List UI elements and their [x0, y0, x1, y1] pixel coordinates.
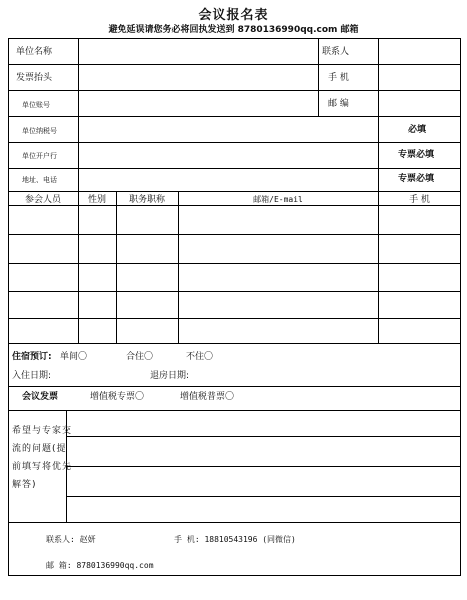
- label-postcode: 邮 编: [328, 99, 349, 109]
- label-contact: 联系人: [322, 47, 350, 57]
- form-subtitle: 避免延误请您务必将回执发送到 8780136990qq.com 邮箱: [108, 25, 359, 35]
- special-required-badge-1: 专票必填: [398, 150, 435, 160]
- label-invoice-title: 发票抬头: [16, 73, 53, 83]
- label-phone: 手 机: [328, 73, 349, 83]
- invoice-normal-option[interactable]: 增值税普票〇: [180, 392, 235, 402]
- footer-email: 邮 箱: 8780136990qq.com: [46, 561, 154, 570]
- header-phone: 手 机: [409, 195, 430, 205]
- label-unit-account: 单位账号: [22, 101, 50, 109]
- header-position: 职务职称: [128, 195, 165, 205]
- form-title: 会议报名表: [198, 8, 269, 23]
- lodging-label: 住宿预订:: [12, 352, 52, 362]
- label-unit-name: 单位名称: [16, 47, 53, 57]
- lodging-shared-option[interactable]: 合住〇: [126, 352, 154, 362]
- special-required-badge-2: 专票必填: [398, 174, 435, 184]
- registration-form: [8, 38, 461, 576]
- lodging-single-option[interactable]: 单间〇: [60, 352, 88, 362]
- label-address-phone: 地址、电话: [22, 176, 57, 184]
- label-bank: 单位开户行: [22, 152, 57, 160]
- checkin-label: 入住日期:: [12, 371, 52, 381]
- footer-contact: 联系人: 赵妍: [46, 535, 96, 544]
- invoice-label: 会议发票: [22, 392, 59, 402]
- checkout-label: 退房日期:: [150, 371, 190, 381]
- header-gender: 性别: [87, 195, 106, 205]
- invoice-special-option[interactable]: 增值税专票〇: [90, 392, 145, 402]
- footer-phone: 手 机: 18810543196 (同微信): [174, 535, 296, 544]
- header-attendee: 参会人员: [24, 195, 61, 205]
- required-badge: 必填: [408, 125, 427, 135]
- header-email: 邮箱/E-mail: [253, 195, 303, 204]
- lodging-none-option[interactable]: 不住〇: [186, 352, 214, 362]
- label-tax-id: 单位纳税号: [22, 127, 57, 135]
- notes-label: 希望与专家交流的问题(提前填写将优先解答): [12, 426, 73, 490]
